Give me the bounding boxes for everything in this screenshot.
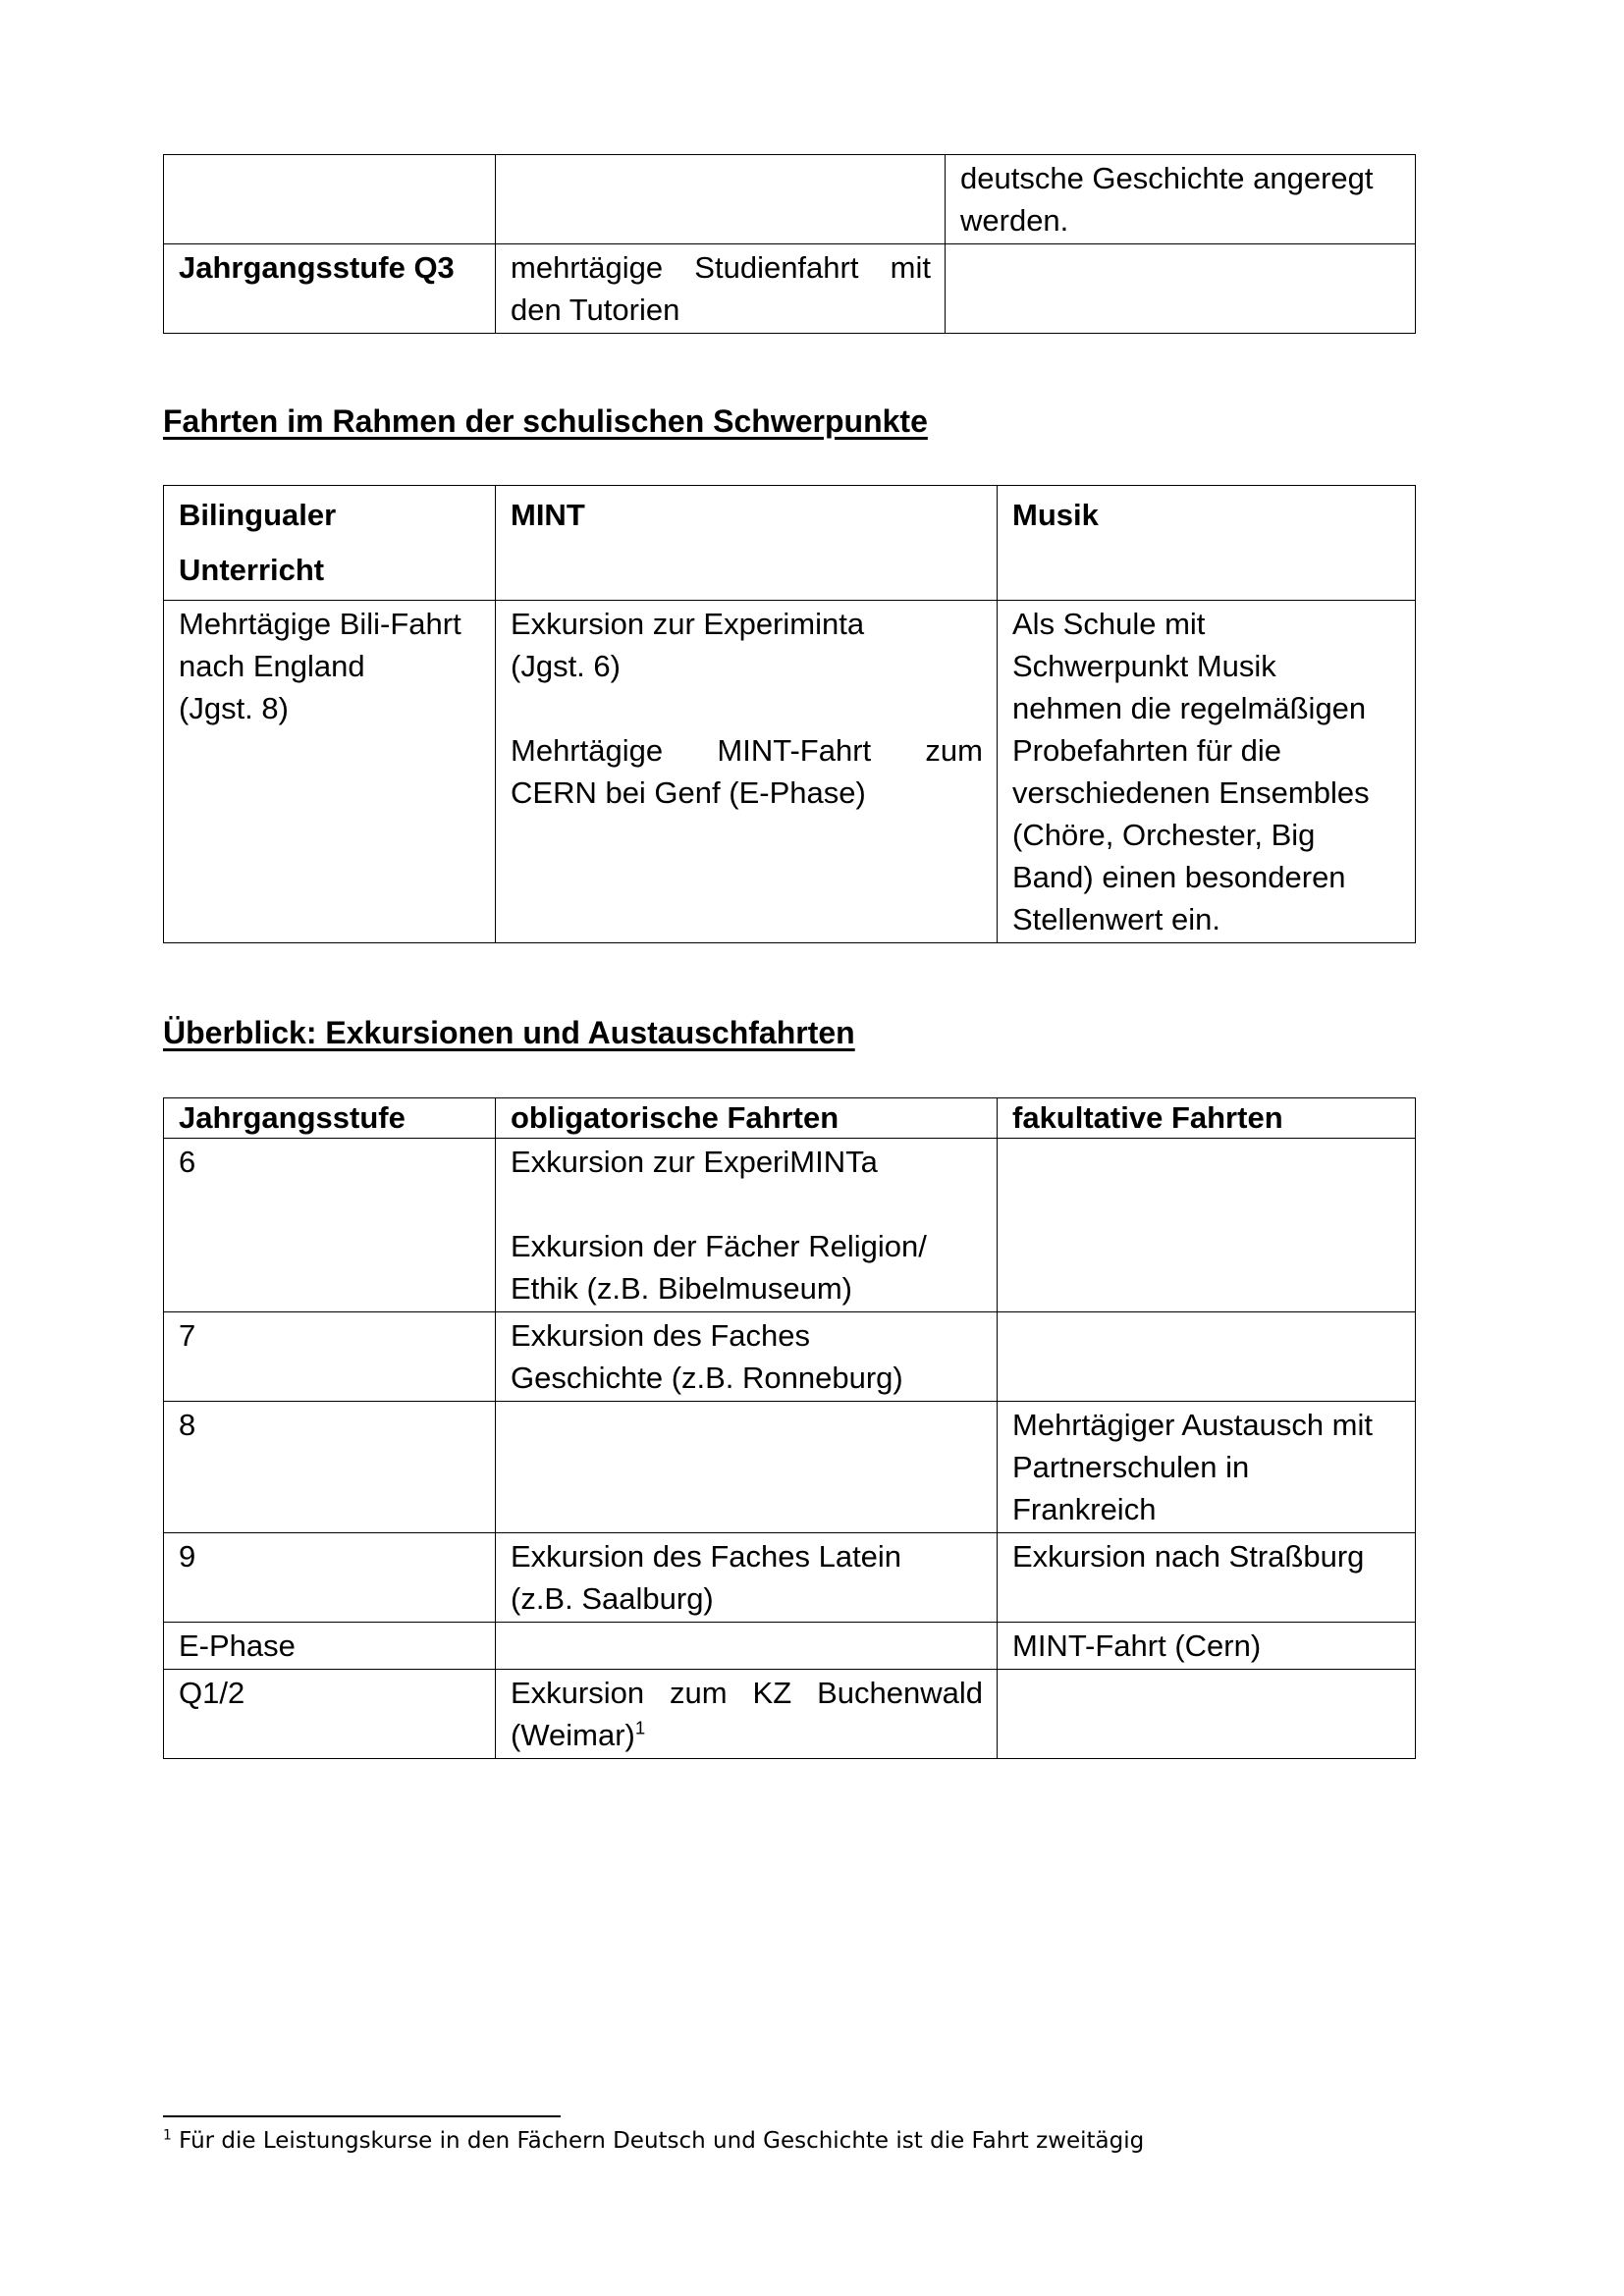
section-heading-schwerpunkte: Fahrten im Rahmen der schulischen Schwerpunkte [163, 403, 928, 439]
cell-line: Mehrtägiger Austausch mit [1012, 1408, 1374, 1442]
table-row [164, 1623, 1416, 1670]
cell-jahrgangsstufe: 9 [164, 1533, 496, 1623]
footnote [163, 2128, 1144, 2154]
cell-line: Frankreich [1012, 1492, 1157, 1526]
cell-line: Partnerschulen in [1012, 1450, 1250, 1484]
cell-line: Geschichte (z.B. Ronneburg) [511, 1361, 903, 1395]
cell-line: Schwerpunkt Musik [1012, 649, 1276, 683]
cell-fakultativ [998, 1670, 1416, 1759]
table-row [164, 1312, 1416, 1402]
table-cell [496, 244, 946, 334]
cell-line: Exkursion des Faches [511, 1318, 810, 1353]
cell-obligatorisch [496, 1402, 998, 1533]
cell-line: nach England [179, 649, 365, 683]
ueberblick-table [163, 1097, 1416, 1759]
cell-obligatorisch [496, 1139, 998, 1312]
footnote-separator [163, 2115, 561, 2117]
cell-jahrgangsstufe: Q1/2 [164, 1670, 496, 1759]
header-bilingual [164, 486, 496, 601]
table-row [164, 1402, 1416, 1533]
cell-line: verschiedenen Ensembles [1012, 775, 1370, 810]
header-mint: MINT [496, 486, 998, 601]
table-header-row [164, 486, 1416, 601]
footnote-text: Für die Leistungskurse in den Fächern Deutsch und Geschichte ist die Fahrt zweitägig [179, 2128, 1145, 2154]
cell-jahrgangsstufe: 6 [164, 1139, 496, 1312]
cell-line: Probefahrten für die [1012, 733, 1282, 768]
cell-musik [998, 601, 1416, 943]
cell-line: Exkursion des Faches Latein [511, 1539, 902, 1574]
table-cell [496, 155, 946, 244]
cell-line: Mehrtägige MINT-Fahrt zum [511, 733, 983, 768]
section-heading-ueberblick: Überblick: Exkursionen und Austauschfahrten [163, 1015, 855, 1050]
cell-line: den Tutorien [511, 293, 680, 327]
cell-obligatorisch [496, 1533, 998, 1623]
cell-line: deutsche Geschichte angeregt [960, 161, 1374, 195]
cell-line: mehrtägige Studienfahrt mit [511, 250, 931, 285]
cell-line: (Jgst. 6) [511, 649, 621, 683]
cell-jahrgangsstufe: 7 [164, 1312, 496, 1402]
grade-label: Jahrgangsstufe Q3 [164, 244, 496, 334]
table-cell [946, 155, 1416, 244]
table-row [164, 1670, 1416, 1759]
table-row [164, 244, 1416, 334]
cell-line: MINT-Fahrt (Cern) [1012, 1629, 1262, 1663]
cell-line: (Weimar) [511, 1718, 635, 1752]
footnote-marker: 1 [163, 2127, 172, 2144]
cell-obligatorisch [496, 1670, 998, 1759]
cell-line: Exkursion zur ExperiMINTa [511, 1145, 878, 1179]
cell-line: Mehrtägige Bili-Fahrt [179, 607, 461, 641]
cell-fakultativ [998, 1402, 1416, 1533]
cell-line: nehmen die regelmäßigen [1012, 691, 1367, 725]
cell-line: Als Schule mit [1012, 607, 1206, 641]
cell-line: Exkursion nach Straßburg [1012, 1539, 1365, 1574]
schwerpunkte-table [163, 485, 1416, 943]
cell-obligatorisch [496, 1623, 998, 1670]
table-cell [164, 155, 496, 244]
cell-line: Exkursion zum KZ Buchenwald [511, 1676, 983, 1710]
cell-obligatorisch [496, 1312, 998, 1402]
continuation-table [163, 154, 1416, 334]
footnote-ref: 1 [634, 1717, 646, 1738]
cell-line: Band) einen besonderen [1012, 860, 1346, 894]
table-header-row [164, 1098, 1416, 1139]
cell-line: werden. [960, 203, 1069, 238]
header-fakultativ: fakultative Fahrten [998, 1098, 1416, 1139]
header-obligatorisch: obligatorische Fahrten [496, 1098, 998, 1139]
ueberblick-body [164, 1139, 1416, 1759]
cell-jahrgangsstufe: 8 [164, 1402, 496, 1533]
table-row [164, 1533, 1416, 1623]
header-line: Bilingualer [179, 498, 337, 532]
table-row [164, 601, 1416, 943]
table-cell [946, 244, 1416, 334]
cell-fakultativ [998, 1533, 1416, 1623]
cell-line: Ethik (z.B. Bibelmuseum) [511, 1271, 852, 1306]
header-jahrgangsstufe: Jahrgangsstufe [164, 1098, 496, 1139]
header-musik: Musik [998, 486, 1416, 601]
cell-line: Exkursion der Fächer Religion/ [511, 1229, 927, 1263]
cell-line: (Jgst. 8) [179, 691, 289, 725]
cell-line: Exkursion zur Experiminta [511, 607, 865, 641]
cell-fakultativ [998, 1312, 1416, 1402]
table-row [164, 155, 1416, 244]
cell-mint [496, 601, 998, 943]
header-line: Unterricht [179, 553, 325, 587]
cell-jahrgangsstufe: E-Phase [164, 1623, 496, 1670]
table-row [164, 1139, 1416, 1312]
cell-fakultativ [998, 1139, 1416, 1312]
cell-line: CERN bei Genf (E-Phase) [511, 775, 866, 810]
cell-line: Stellenwert ein. [1012, 902, 1220, 936]
cell-fakultativ [998, 1623, 1416, 1670]
cell-line: (Chöre, Orchester, Big [1012, 818, 1316, 852]
cell-bilingual [164, 601, 496, 943]
cell-line: (z.B. Saalburg) [511, 1581, 714, 1616]
